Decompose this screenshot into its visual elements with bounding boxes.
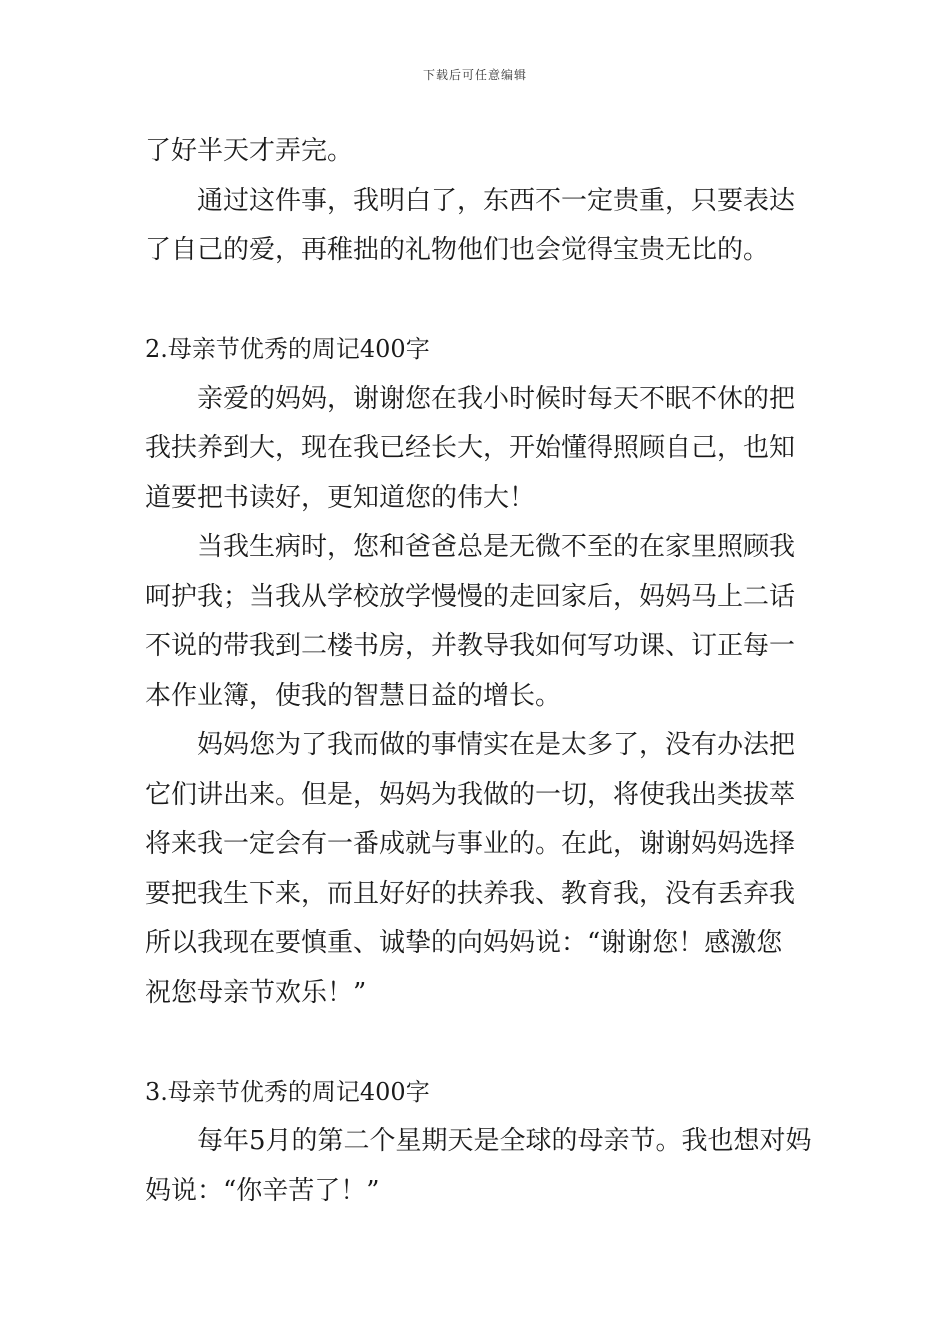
paragraph-line: 妈妈您为了我而做的事情实在是太多了，没有办法把 <box>197 730 796 760</box>
paragraph-line: 它们讲出来。但是，妈妈为我做的一切，将使我出类拔萃 <box>145 779 796 810</box>
document-body <box>145 127 812 1216</box>
paragraph-line: 祝您母亲节欢乐！” <box>145 977 367 1008</box>
paragraph-line: 呵护我；当我从学校放学慢慢的走回家后，妈妈马上二话 <box>145 581 796 612</box>
paragraph-line: 通过这件事，我明白了，东西不一定贵重，只要表达 <box>197 185 796 216</box>
paragraph-line: 了自己的爱，再稚拙的礼物他们也会觉得宝贵无比的。 <box>145 235 770 265</box>
paragraph-line: 将来我一定会有一番成就与事业的。在此，谢谢妈妈选择 <box>145 829 796 859</box>
paragraph-line: 我扶养到大，现在我已经长大，开始懂得照顾自己，也知 <box>145 433 796 463</box>
paragraph-line: 亲爱的妈妈，谢谢您在我小时候时每天不眠不休的把 <box>197 383 796 414</box>
paragraph-line: 每年5月的第二个星期天是全球的母亲节。我也想对妈 <box>197 1126 812 1156</box>
blank-line <box>145 1018 807 1068</box>
paragraph-line: 妈说：“你辛苦了！” <box>145 1175 380 1206</box>
blank-line <box>145 276 807 326</box>
section-heading: 2.母亲节优秀的周记400字 <box>145 335 430 363</box>
paragraph-line: 当我生病时，您和爸爸总是无微不至的在家里照顾我 <box>197 532 796 562</box>
paragraph-line: 道要把书读好，更知道您的伟大！ <box>145 482 536 513</box>
paragraph-line: 所以我现在要慎重、诚挚的向妈妈说：“谢谢您！感激您 <box>145 928 783 958</box>
paragraph-line: 不说的带我到二楼书房，并教导我如何写功课、订正每一 <box>145 631 796 661</box>
paragraph-line: 本作业簿，使我的智慧日益的增长。 <box>145 680 562 711</box>
page-header: 下载后可任意编辑 <box>422 68 527 82</box>
section-heading: 3.母亲节优秀的周记400字 <box>145 1077 430 1106</box>
paragraph-line: 了好半天才弄完。 <box>145 136 354 166</box>
paragraph-line: 要把我生下来，而且好好的扶养我、教育我，没有丢弃我 <box>145 878 796 909</box>
